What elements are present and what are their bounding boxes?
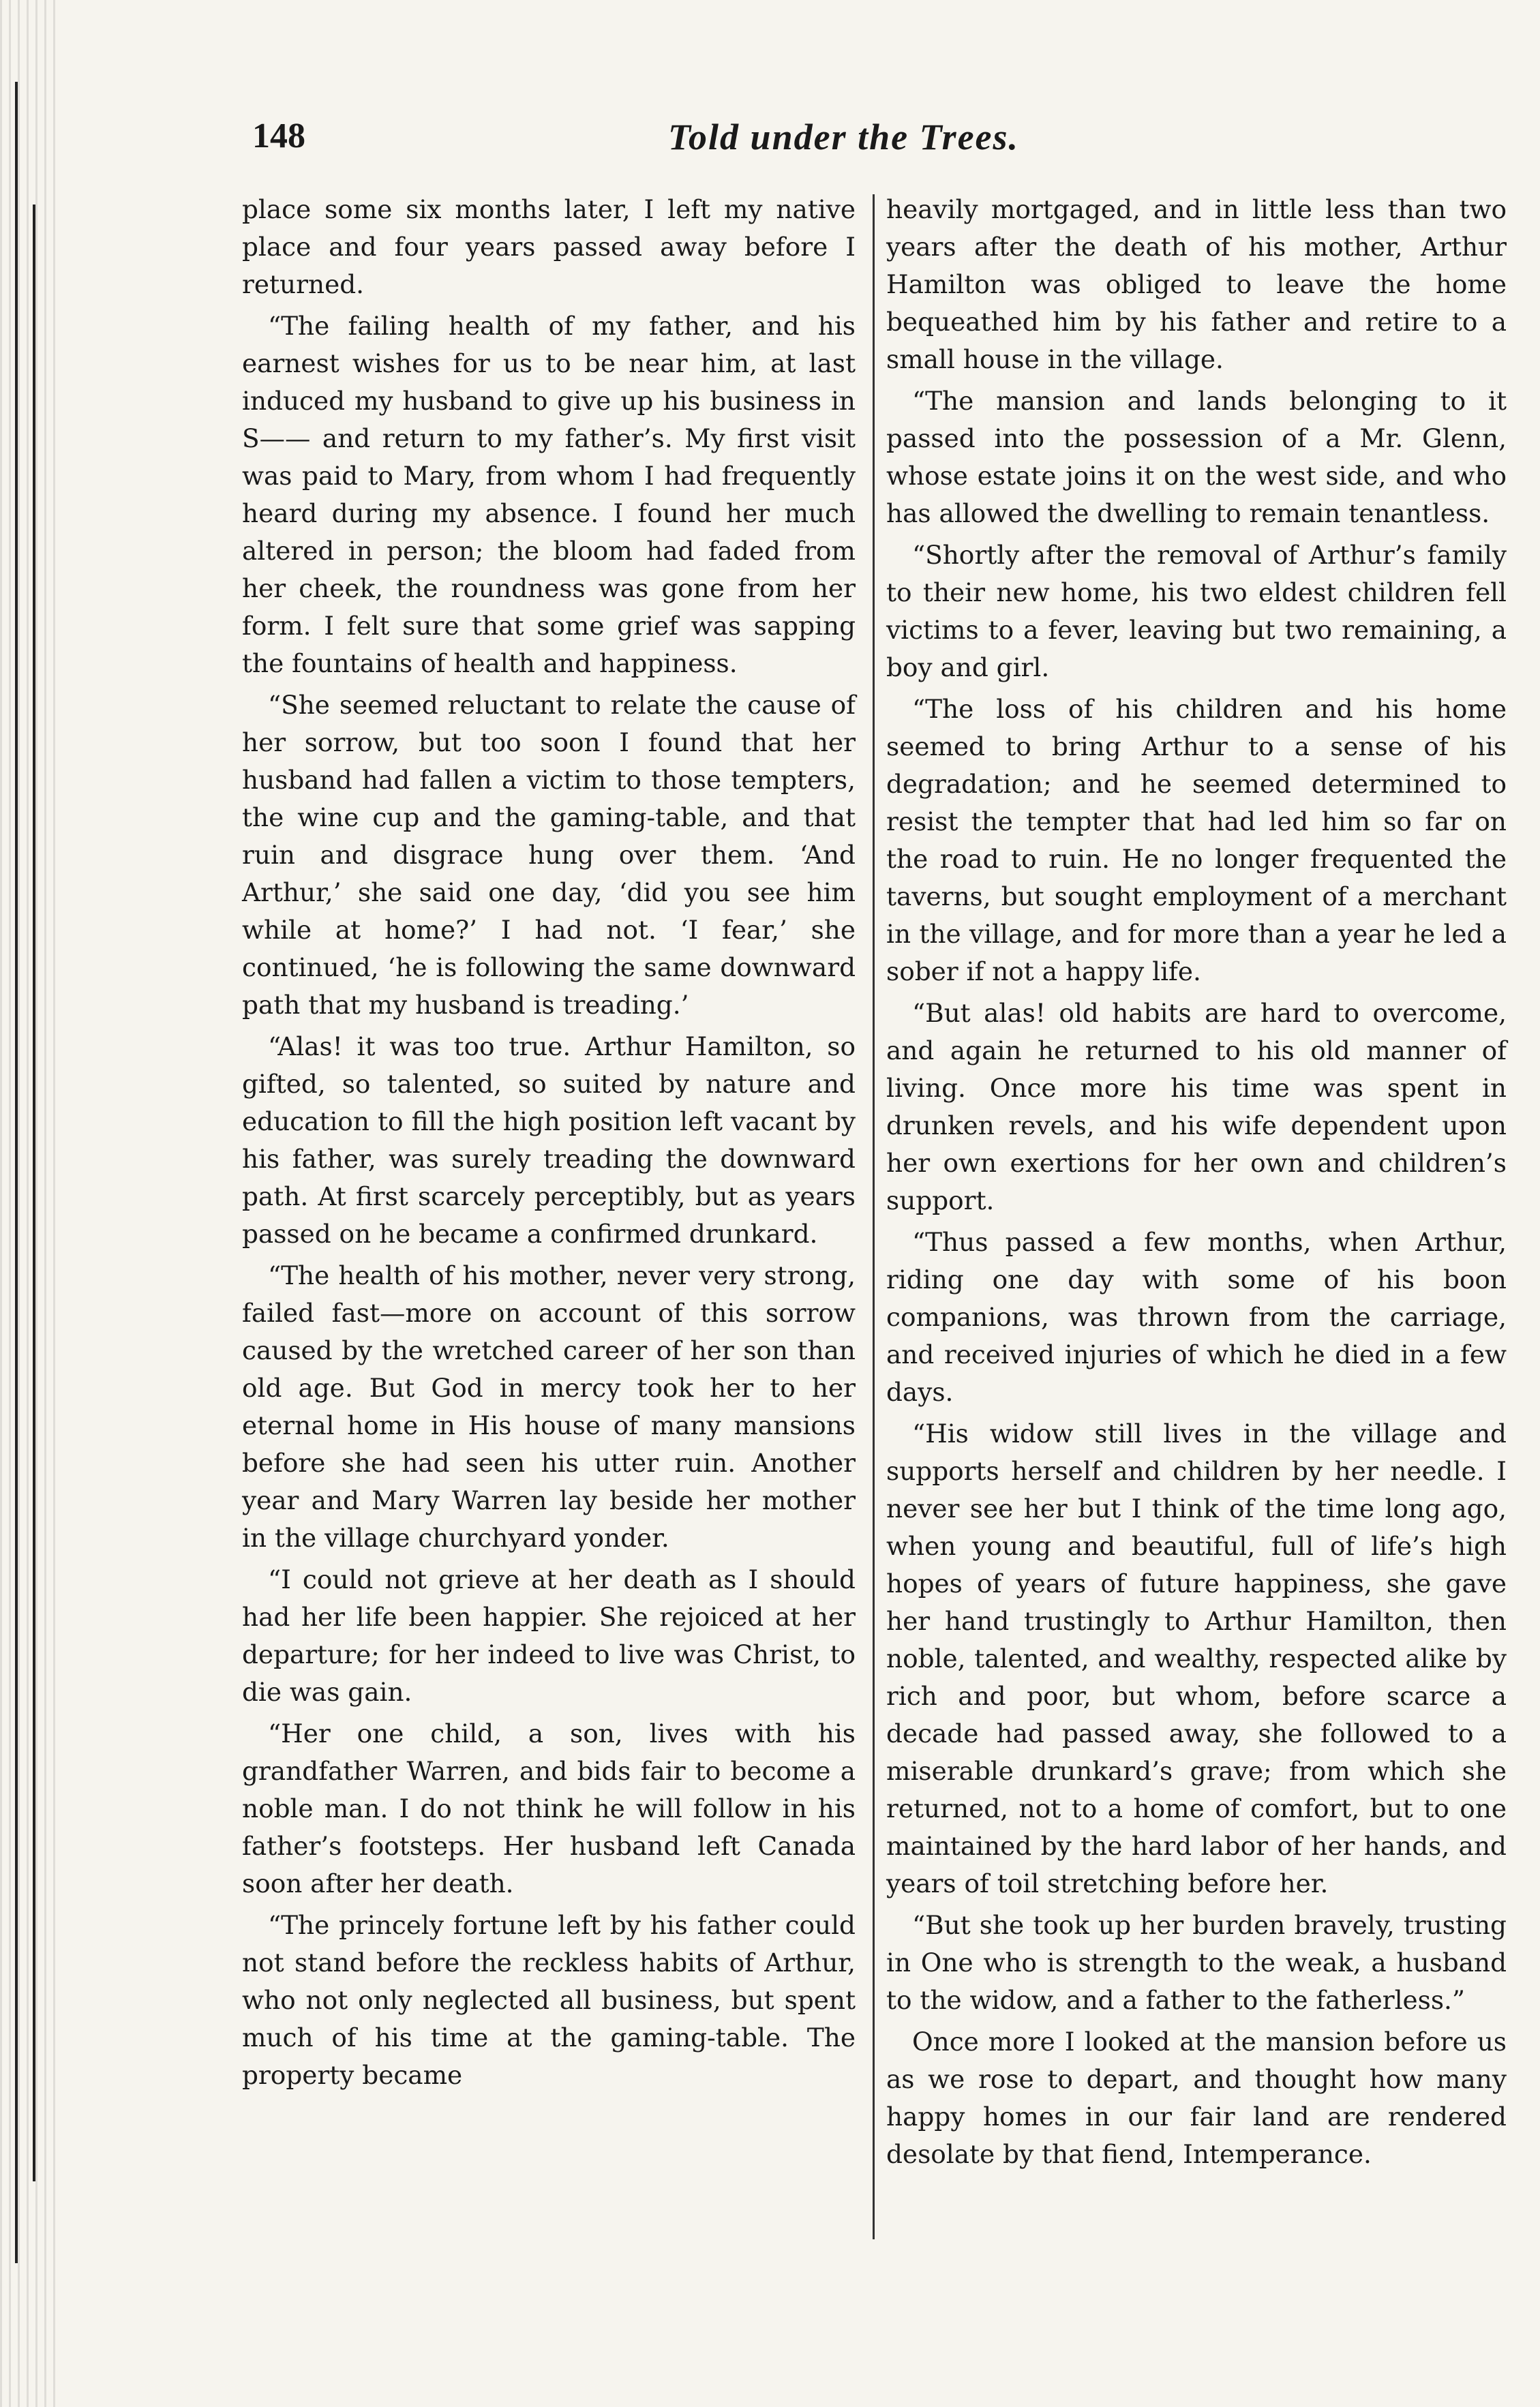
paragraph: “The mansion and lands belonging to it passed into the possession of a Mr. Glenn, whose estate joins it on the west side, and who has allowed the dwelling to remain tenantless. xyxy=(886,386,1507,528)
right-column xyxy=(886,191,1507,2177)
gutter-shadow xyxy=(0,0,61,2407)
paragraph: place some six months later, I left my native place and four years passed away before I returned. xyxy=(242,194,856,299)
gutter-line xyxy=(15,82,18,2263)
paragraph: “The princely fortune left by his father could not stand before the reckless habits of Arthur, who not only neglected all business, but spent much of his time at the gaming-table. The property became xyxy=(242,1910,856,2090)
paragraph: Once more I looked at the mansion before us as we rose to depart, and thought how many happy homes in our fair land are rendered desolate by that fiend, Intemperance. xyxy=(886,2027,1507,2169)
page-header xyxy=(232,116,1520,170)
paragraph: “His widow still lives in the village and supports herself and children by her needle. I never see her but I think of the time long ago, when young and beautiful, full of life’s high hopes of years of future happiness, she gave her hand trustingly to Arthur Hamilton, then noble, talented, and wealthy, respected alike by rich and poor, but whom, before scarce a decade had passed away, she followed to a miserable drunkard’s grave; from which she returned, not to a home of comfort, but to one maintained by the hard labor of her hands, and years of toil stretching before her. xyxy=(886,1419,1507,1898)
paragraph: “I could not grieve at her death as I should had her life been happier. She rejoiced at her departure; for her indeed to live was Christ, to die was gain. xyxy=(242,1564,856,1707)
paragraph: “But alas! old habits are hard to overcome, and again he returned to his old manner of living. Once more his time was spent in drunken revels, and his wife dependent upon her own exertions for her own and children’s support. xyxy=(886,998,1507,1215)
paragraph: “The failing health of my father, and his earnest wishes for us to be near him, at last induced my husband to give up his business in S—— and return to my father’s. My first visit was paid to Mary, from whom I had frequently heard during my absence. I found her much altered in person; the bloom had faded from her cheek, the roundness was gone from her form. I felt sure that some grief was sapping the fountains of health and happiness. xyxy=(242,311,856,678)
paragraph: “Shortly after the removal of Arthur’s family to their new home, his two eldest children fell victims to a fever, leaving but two remaining, a boy and girl. xyxy=(886,540,1507,682)
paragraph: “But she took up her burden bravely, trusting in One who is strength to the weak, a husband to the widow, and a father to the fatherless.” xyxy=(886,1910,1507,2015)
paragraph: “Thus passed a few months, when Arthur, riding one day with some of his boon companions, was thrown from the carriage, and received injuries of which he died in a few days. xyxy=(886,1227,1507,1407)
paragraph: heavily mortgaged, and in little less than two years after the death of his mother, Arthur Hamilton was obliged to leave the home bequeathed him by his father and retire to a small house in the village. xyxy=(886,194,1507,374)
running-title: Told under the Trees. xyxy=(668,117,1020,157)
paragraph: “Her one child, a son, lives with his grandfather Warren, and bids fair to become a noble man. I do not think he will follow in his father’s footsteps. Her husband left Canada soon after her death. xyxy=(242,1719,856,1898)
gutter-line xyxy=(33,205,35,2181)
paragraph: “Alas! it was too true. Arthur Hamilton, so gifted, so talented, so suited by nature and education to fill the high position left vacant by his father, was surely treading the downward path. At first scarcely perceptibly, but as years passed on he became a confirmed drunkard. xyxy=(242,1031,856,1249)
paragraph: “She seemed reluctant to relate the cause of her sorrow, but too soon I found that her husband had fallen a victim to those tempters, the wine cup and the gaming-table, and that ruin and disgrace hung over them. ‘And Arthur,’ she said one day, ‘did you see him while at home?’ I had not. ‘I fear,’ she continued, ‘he is following the same downward path that my husband is treading.’ xyxy=(242,690,856,1020)
column-rule xyxy=(873,194,875,2239)
paragraph: “The loss of his children and his home seemed to bring Arthur to a sense of his degradation; and he seemed determined to resist the tempter that had led him so far on the road to ruin. He no longer frequented the taverns, but sought employment of a merchant in the village, and for more than a year he led a sober if not a happy life. xyxy=(886,694,1507,986)
left-column xyxy=(242,191,856,2098)
page-number: 148 xyxy=(252,117,305,155)
paragraph: “The health of his mother, never very strong, failed fast—more on account of this sorrow caused by the wretched career of her son than old age. But God in mercy took her to her eternal home in His house of many mansions before she had seen his utter ruin. Another year and Mary Warren lay beside her mother in the village churchyard yonder. xyxy=(242,1260,856,1553)
